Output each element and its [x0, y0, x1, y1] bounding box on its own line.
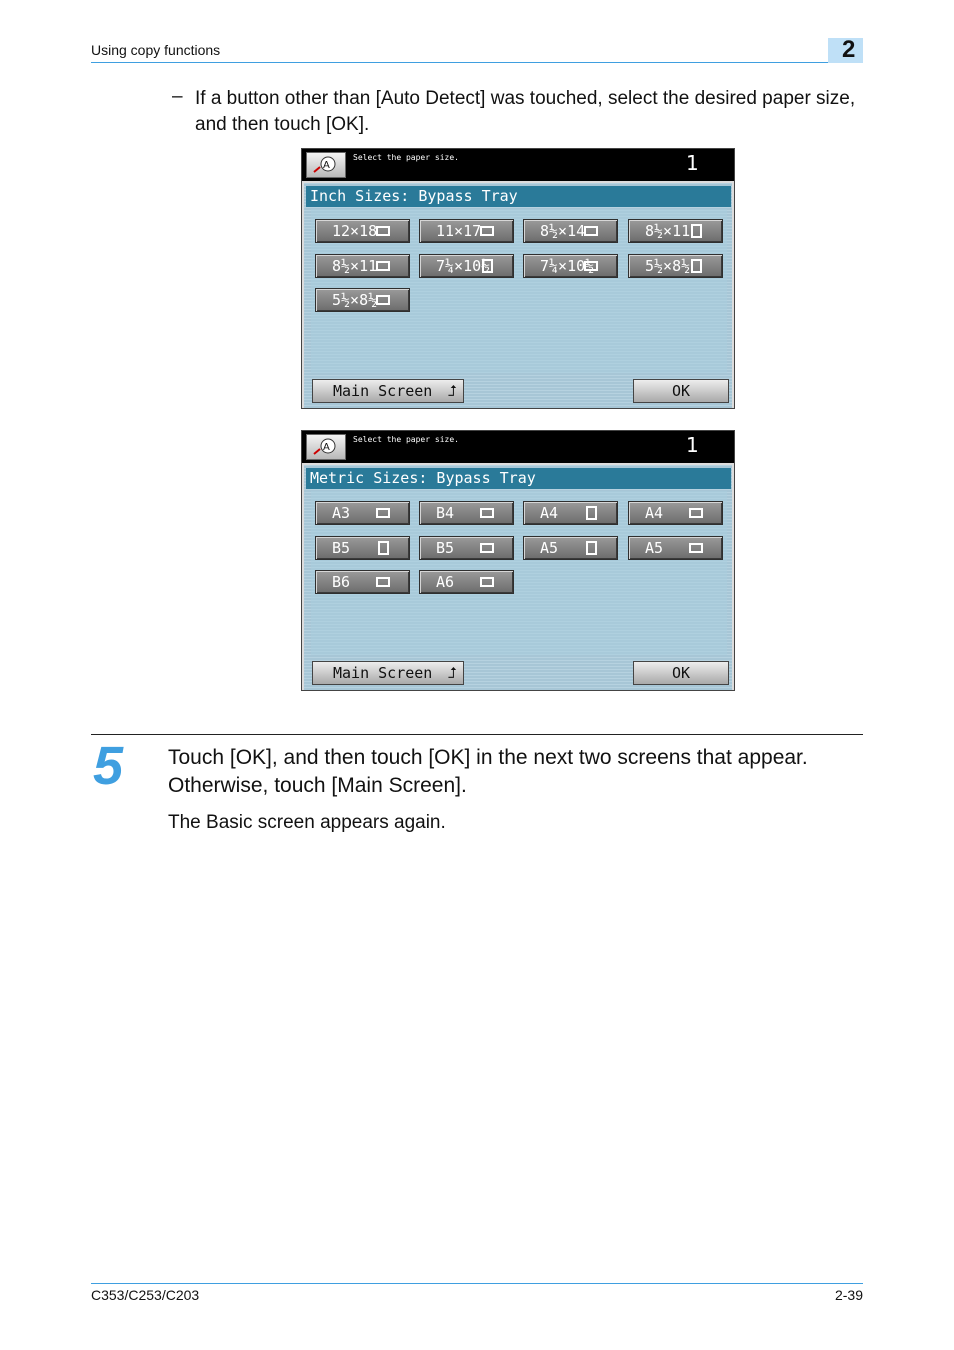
copy-count: 1	[686, 151, 699, 175]
portrait-paper-icon	[378, 541, 389, 555]
paper-size-label: A5	[540, 539, 559, 557]
svg-text:A: A	[323, 160, 330, 171]
paper-size-button[interactable]	[523, 501, 618, 525]
portrait-paper-icon	[586, 506, 597, 520]
screen-message: Select the paper size.	[353, 153, 459, 162]
header-rule	[91, 62, 863, 63]
screen-title-bar	[302, 149, 734, 181]
paper-size-label: 12×18	[332, 222, 378, 240]
footer-model: C353/C253/C203	[91, 1287, 200, 1303]
ok-button[interactable]: OK	[633, 661, 729, 685]
paper-size-label: 5½×8½	[332, 291, 378, 309]
paper-size-button[interactable]	[523, 536, 618, 560]
screen-title-bar	[302, 431, 734, 463]
footer-page-number: 2-39	[834, 1287, 863, 1303]
paper-size-button[interactable]	[628, 219, 723, 243]
copy-mode-icon[interactable]	[306, 434, 346, 460]
paper-size-button[interactable]	[315, 254, 410, 278]
landscape-paper-icon	[480, 508, 494, 518]
paper-size-button[interactable]	[315, 570, 410, 594]
landscape-paper-icon	[689, 508, 703, 518]
landscape-paper-icon	[584, 261, 598, 271]
header-section-title: Using copy functions	[91, 42, 221, 58]
copy-count: 1	[686, 433, 699, 457]
landscape-paper-icon	[480, 577, 494, 587]
paper-size-label: A6	[436, 573, 455, 591]
paper-size-label: 7¼×10½	[436, 257, 491, 275]
intro-bullet: –	[172, 86, 183, 107]
paper-size-button[interactable]	[419, 570, 514, 594]
paper-size-label: A4	[645, 504, 664, 522]
screen-body	[304, 183, 732, 408]
paper-size-button[interactable]	[523, 254, 618, 278]
ok-button[interactable]: OK	[633, 379, 729, 403]
paper-size-label: 8½×14	[540, 222, 586, 240]
paper-size-label: A5	[645, 539, 664, 557]
footer-rule	[91, 1283, 863, 1284]
return-arrow-icon: ⮥	[448, 664, 457, 682]
landscape-paper-icon	[584, 226, 598, 236]
paper-size-button[interactable]	[315, 288, 410, 312]
section-header: Inch Sizes: Bypass Tray	[306, 186, 731, 207]
landscape-paper-icon	[376, 295, 390, 305]
copy-mode-icon[interactable]	[306, 152, 346, 178]
landscape-paper-icon	[376, 508, 390, 518]
landscape-paper-icon	[480, 543, 494, 553]
paper-size-button[interactable]	[315, 501, 410, 525]
screen-body	[304, 465, 732, 690]
paper-size-label: B6	[332, 573, 351, 591]
return-arrow-icon: ⮥	[448, 382, 457, 400]
screen-inch-sizes	[301, 148, 735, 409]
portrait-paper-icon	[586, 541, 597, 555]
paper-size-label: 5½×8½	[645, 257, 691, 275]
paper-size-button[interactable]	[315, 219, 410, 243]
step-instruction: Touch [OK], and then touch [OK] in the next two screens that appear. Otherwise, touch [Main Screen].	[168, 746, 808, 797]
paper-size-button[interactable]	[419, 254, 514, 278]
paper-size-button[interactable]	[419, 219, 514, 243]
paper-size-button[interactable]	[628, 254, 723, 278]
svg-text:A: A	[323, 442, 330, 453]
paper-size-label: A3	[332, 504, 351, 522]
paper-size-button[interactable]	[315, 536, 410, 560]
paper-size-label: 8½×11	[332, 257, 378, 275]
section-header: Metric Sizes: Bypass Tray	[306, 468, 731, 489]
paper-size-label: 8½×11	[645, 222, 691, 240]
screen-message: Select the paper size.	[353, 435, 459, 444]
paper-size-button[interactable]	[628, 536, 723, 560]
screen-metric-sizes	[301, 430, 735, 691]
step-result: The Basic screen appears again.	[168, 812, 446, 833]
main-screen-button[interactable]: Main Screen ⮥	[312, 661, 464, 685]
paper-size-label: A4	[540, 504, 559, 522]
portrait-paper-icon	[482, 259, 493, 273]
paper-size-button[interactable]	[523, 219, 618, 243]
chapter-number: 2	[842, 36, 856, 63]
main-screen-button[interactable]: Main Screen ⮥	[312, 379, 464, 403]
landscape-paper-icon	[480, 226, 494, 236]
step-number: 5	[93, 736, 124, 796]
paper-size-button[interactable]	[419, 536, 514, 560]
landscape-paper-icon	[689, 543, 703, 553]
landscape-paper-icon	[376, 261, 390, 271]
paper-size-label: B5	[436, 539, 455, 557]
intro-text: If a button other than [Auto Detect] was touched, select the desired paper size, and then touch [OK].	[195, 88, 856, 135]
portrait-paper-icon	[691, 224, 702, 238]
paper-size-label: 7¼×10½	[540, 257, 595, 275]
paper-size-button[interactable]	[419, 501, 514, 525]
paper-size-button[interactable]	[628, 501, 723, 525]
step-separator	[91, 734, 863, 735]
portrait-paper-icon	[691, 259, 702, 273]
paper-size-label: 11×17	[436, 222, 482, 240]
landscape-paper-icon	[376, 226, 390, 236]
landscape-paper-icon	[376, 577, 390, 587]
paper-size-label: B5	[332, 539, 351, 557]
paper-size-label: B4	[436, 504, 455, 522]
